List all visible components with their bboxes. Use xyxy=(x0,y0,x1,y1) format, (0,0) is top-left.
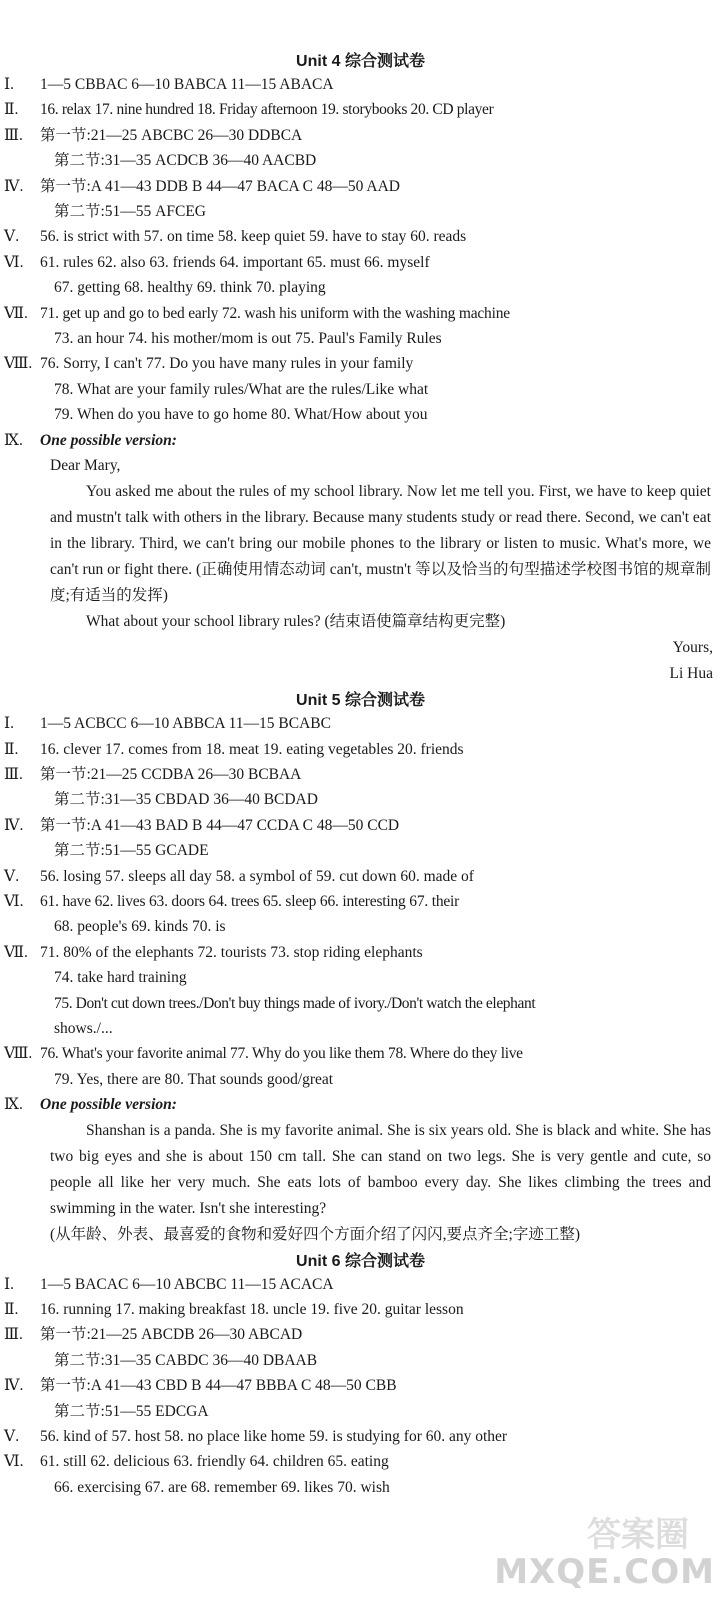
section-number: Ⅲ. xyxy=(4,126,23,144)
section-number: Ⅷ. xyxy=(4,1045,33,1063)
answer-line-continued: 74. take hard training xyxy=(54,969,187,987)
unit4-section-4 xyxy=(0,174,721,199)
answer-line: 16. clever 17. comes from 18. meat 19. eating vegetables 20. friends xyxy=(40,740,464,758)
answer-line-continued: 67. getting 68. healthy 69. think 70. playing xyxy=(54,279,326,297)
unit6-section-5 xyxy=(0,1424,721,1449)
unit5-section-1 xyxy=(0,711,721,736)
answer-line: 56. is strict with 57. on time 58. keep quiet 59. have to stay 60. reads xyxy=(40,228,467,246)
answer-line: 61. rules 62. also 63. friends 64. important 65. must 66. myself xyxy=(40,253,430,271)
answer-line-continued: 第二节:31—35 CABDC 36—40 DBAAB xyxy=(54,1351,318,1369)
section-number: Ⅱ. xyxy=(4,740,19,758)
unit6-section-2 xyxy=(0,1297,721,1322)
essay-paragraph: You asked me about the rules of my school library. Now let me tell you. First, we have to keep quiet and mustn't talk with others in the library. Because many students study or read there. Second, we can't eat in the library. Third, we can't bring our mobile phones to the library or listen to music. What's more, we can't run or fight there. (正确使用情态动词 can't, mustn't 等以及恰当的句型描述学校图书馆的规章制度;有适当的发挥) xyxy=(50,483,711,605)
answer-line: 76. Sorry, I can't 77. Do you have many rules in your family xyxy=(40,355,414,373)
section-number: Ⅰ. xyxy=(4,1275,14,1293)
answer-line: 71. 80% of the elephants 72. tourists 73. stop riding elephants xyxy=(40,943,423,961)
answer-line-continued: 68. people's 69. kinds 70. is xyxy=(54,918,226,936)
section-number: Ⅲ. xyxy=(4,1326,23,1344)
section-number: Ⅱ. xyxy=(4,1301,19,1318)
unit5-section-2 xyxy=(0,737,721,762)
answer-line: 第一节:21—25 ABCDB 26—30 ABCAD xyxy=(40,1326,303,1344)
unit4-section-7 xyxy=(0,301,721,326)
unit6-section-6 xyxy=(0,1449,721,1474)
answer-line-continued: 第二节:51—55 EDCGA xyxy=(54,1402,209,1420)
unit4-section-5 xyxy=(0,224,721,249)
answer-line-continued: 第二节:31—35 CBDAD 36—40 BCDAD xyxy=(54,791,318,809)
answer-line-continued: 73. an hour 74. his mother/mom is out 75. Paul's Family Rules xyxy=(54,330,442,348)
essay-signature: Li Hua xyxy=(669,665,713,683)
answer-line-continued: 79. When do you have to go home 80. What/How about you xyxy=(54,406,428,424)
answer-line: 56. kind of 57. host 58. no place like home 59. is studying for 60. any other xyxy=(40,1428,508,1446)
unit4-section-2 xyxy=(0,97,721,122)
answer-line: 61. still 62. delicious 63. friendly 64. children 65. eating xyxy=(40,1453,389,1471)
answer-line: 1—5 ACBCC 6—10 ABBCA 11—15 BCABC xyxy=(40,715,331,733)
answer-line: 71. get up and go to bed early 72. wash his uniform with the washing machine xyxy=(40,304,510,322)
answer-line-continued: 79. Yes, there are 80. That sounds good/great xyxy=(54,1070,334,1088)
unit4-section-3 xyxy=(0,123,721,148)
answer-line-continued: 66. exercising 67. are 68. remember 69. likes 70. wish xyxy=(54,1478,390,1496)
section-number: Ⅵ. xyxy=(4,1453,24,1471)
unit5-section-7 xyxy=(0,940,721,965)
section-number: Ⅶ. xyxy=(4,304,28,322)
answer-line: 第一节:21—25 CCDBA 26—30 BCBAA xyxy=(40,765,302,783)
unit5-section-3 xyxy=(0,762,721,787)
answer-line: 61. have 62. lives 63. doors 64. trees 65. sleep 66. interesting 67. their xyxy=(40,892,460,910)
unit5-title: Unit 5 综合测试卷 xyxy=(296,692,425,710)
watermark-url: MXQE.COM xyxy=(494,1552,715,1592)
section-number: Ⅷ. xyxy=(4,355,33,373)
unit5-section-8 xyxy=(0,1041,721,1066)
essay-paragraph: Shanshan is a panda. She is my favorite animal. She is six years old. She is black and white. She has two big eyes and she is about 150 cm tall. She can stand on two legs. She is very gentle and cute, so people all like her very much. She eats lots of bamboo every day. She likes climbing the trees and swimming in the water. Isn't she interesting? xyxy=(50,1121,711,1217)
section-number: Ⅴ. xyxy=(4,1428,20,1446)
essay-label: One possible version: xyxy=(40,431,177,449)
section-number: Ⅵ. xyxy=(4,253,24,271)
section-number: Ⅵ. xyxy=(4,892,24,910)
answer-line: 第一节:A 41—43 DDB B 44—47 BACA C 48—50 AAD xyxy=(40,177,400,195)
unit5-section-5 xyxy=(0,864,721,889)
unit4-section-1 xyxy=(0,72,721,97)
essay-closing: Yours, xyxy=(672,639,713,657)
answer-line: 1—5 BACAC 6—10 ABCBC 11—15 ACACA xyxy=(40,1275,334,1293)
section-number: Ⅰ. xyxy=(4,715,14,733)
section-number: Ⅶ. xyxy=(4,943,28,961)
answer-line: 第一节:A 41—43 BAD B 44—47 CCDA C 48—50 CCD xyxy=(40,816,400,834)
essay-greeting: Dear Mary, xyxy=(50,457,121,475)
unit6-section-3 xyxy=(0,1322,721,1347)
unit5-essay xyxy=(0,1118,721,1248)
unit4-title: Unit 4 综合测试卷 xyxy=(296,53,425,70)
unit4-section-9 xyxy=(0,428,721,453)
answer-line: 76. What's your favorite animal 77. Why do you like them 78. Where do they live xyxy=(40,1045,523,1063)
answer-line-continued: 第二节:51—55 AFCEG xyxy=(54,203,206,221)
unit6-section-1 xyxy=(0,1272,721,1297)
essay-note: (从年龄、外表、最喜爱的食物和爱好四个方面介绍了闪闪,要点齐全;字迹工整) xyxy=(50,1225,581,1243)
unit4-section-8 xyxy=(0,351,721,376)
unit5-section-4 xyxy=(0,813,721,838)
answer-line-continued: 第二节:31—35 ACDCB 36—40 AACBD xyxy=(54,152,317,170)
answer-line: 1—5 CBBAC 6—10 BABCA 11—15 ABACA xyxy=(40,76,334,93)
answer-line: 56. losing 57. sleeps all day 58. a symbol of 59. cut down 60. made of xyxy=(40,867,474,885)
unit4-section-6 xyxy=(0,250,721,275)
unit4-essay xyxy=(0,453,721,635)
section-number: Ⅲ. xyxy=(4,765,23,783)
essay-label: One possible version: xyxy=(40,1096,177,1114)
unit6-title: Unit 6 综合测试卷 xyxy=(296,1252,425,1270)
answer-line: 16. running 17. making breakfast 18. uncle 19. five 20. guitar lesson xyxy=(40,1301,464,1318)
section-number: Ⅳ. xyxy=(4,816,24,834)
section-number: Ⅸ. xyxy=(4,1096,23,1114)
answer-line-continued: 第二节:51—55 GCADE xyxy=(54,842,209,860)
answer-line: 16. relax 17. nine hundred 18. Friday afternoon 19. storybooks 20. CD player xyxy=(40,101,494,119)
answer-line-continued: 75. Don't cut down trees./Don't buy things made of ivory./Don't watch the elephant xyxy=(54,994,536,1012)
answer-line-continued: 78. What are your family rules/What are the rules/Like what xyxy=(54,380,429,398)
section-number: Ⅱ. xyxy=(4,101,19,119)
unit5-section-9 xyxy=(0,1092,721,1117)
answer-line: 第一节:A 41—43 CBD B 44—47 BBBA C 48—50 CBB xyxy=(40,1377,397,1395)
essay-paragraph: What about your school library rules? (结束语使篇章结构更完整) xyxy=(86,613,506,631)
section-number: Ⅸ. xyxy=(4,431,23,449)
unit6-section-4 xyxy=(0,1373,721,1398)
answer-line: 第一节:21—25 ABCBC 26—30 DDBCA xyxy=(40,126,303,144)
section-number: Ⅴ. xyxy=(4,867,20,885)
section-number: Ⅳ. xyxy=(4,1377,24,1395)
watermark-logo: 答案圈 xyxy=(587,1515,689,1555)
section-number: Ⅰ. xyxy=(4,76,14,93)
unit5-section-6 xyxy=(0,889,721,914)
answer-line-continued: shows./... xyxy=(54,1019,113,1037)
section-number: Ⅴ. xyxy=(4,228,20,246)
section-number: Ⅳ. xyxy=(4,177,24,195)
